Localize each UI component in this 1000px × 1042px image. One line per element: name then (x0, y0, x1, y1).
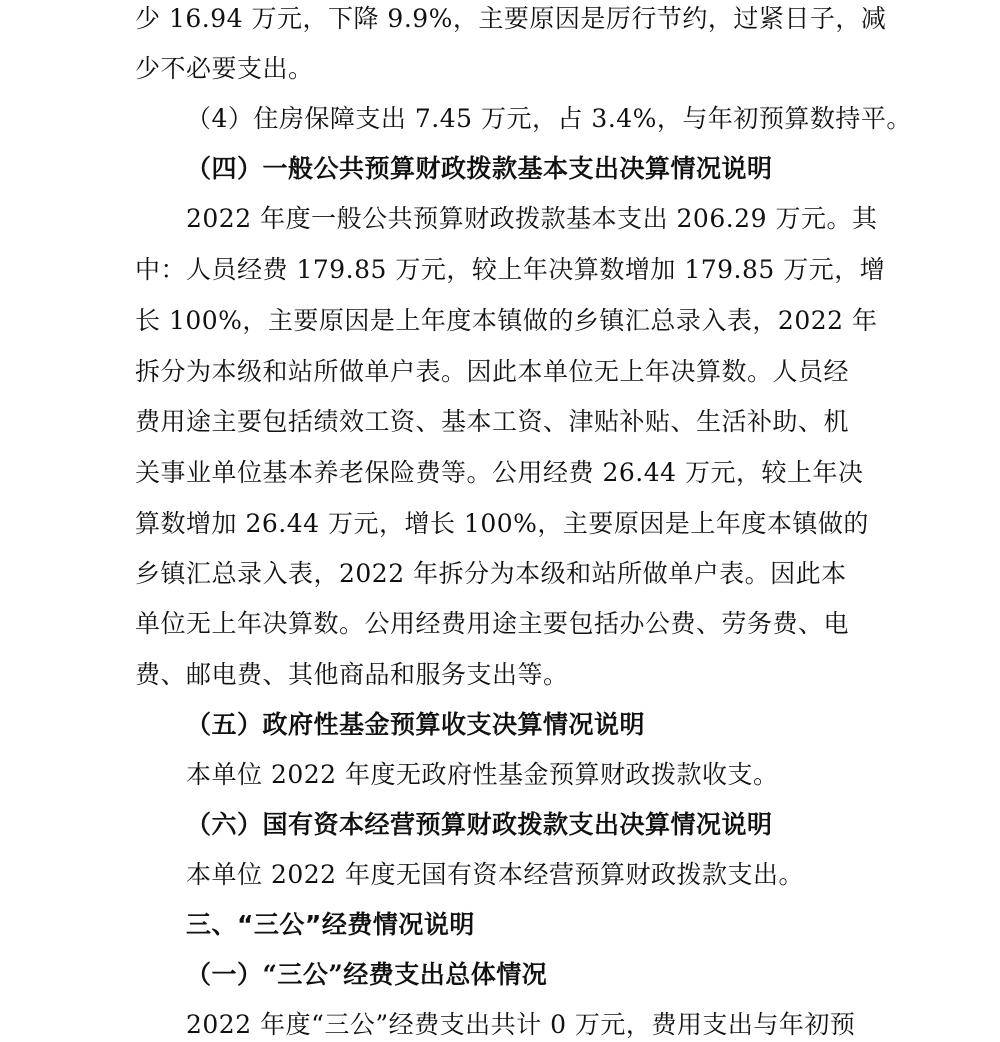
section-subheading: （五）政府性基金预算收支决算情况说明 (186, 710, 646, 739)
body-line: （4）住房保障支出 7.45 万元，占 3.4%，与年初预算数持平。 (186, 104, 912, 133)
body-line: 2022 年度一般公共预算财政拨款基本支出 206.29 万元。其 (186, 204, 878, 233)
body-line: 少不必要支出。 (135, 54, 314, 83)
section-subheading: （六）国有资本经营预算财政拨款支出决算情况说明 (186, 810, 773, 839)
body-line: 本单位 2022 年度无国有资本经营预算财政拨款支出。 (186, 860, 805, 889)
body-line: 算数增加 26.44 万元，增长 100%，主要原因是上年度本镇做的 (135, 509, 869, 538)
body-line: 拆分为本级和站所做单户表。因此本单位无上年决算数。人员经 (135, 357, 850, 386)
body-line: 乡镇汇总录入表，2022 年拆分为本级和站所做单户表。因此本 (135, 559, 847, 588)
body-line: 本单位 2022 年度无政府性基金预算财政拨款收支。 (186, 760, 779, 789)
section-subheading: （一）“三公”经费支出总体情况 (186, 960, 548, 989)
body-line: 单位无上年决算数。公用经费用途主要包括办公费、劳务费、电 (135, 609, 850, 638)
body-line: 长 100%，主要原因是上年度本镇做的乡镇汇总录入表，2022 年 (135, 306, 878, 335)
body-line: 2022 年度“三公”经费支出共计 0 万元，费用支出与年初预 (186, 1010, 856, 1039)
section-subheading: （四）一般公共预算财政拨款基本支出决算情况说明 (186, 154, 773, 183)
body-line: 中：人员经费 179.85 万元，较上年决算数增加 179.85 万元，增 (135, 255, 886, 284)
body-line: 少 16.94 万元，下降 9.9%，主要原因是厉行节约，过紧日子，减 (135, 4, 887, 33)
section-heading: 三、“三公”经费情况说明 (186, 910, 475, 939)
body-line: 费、邮电费、其他商品和服务支出等。 (135, 660, 569, 689)
body-line: 关事业单位基本养老保险费等。公用经费 26.44 万元，较上年决 (135, 458, 864, 487)
body-line: 费用途主要包括绩效工资、基本工资、津贴补贴、生活补助、机 (135, 407, 850, 436)
